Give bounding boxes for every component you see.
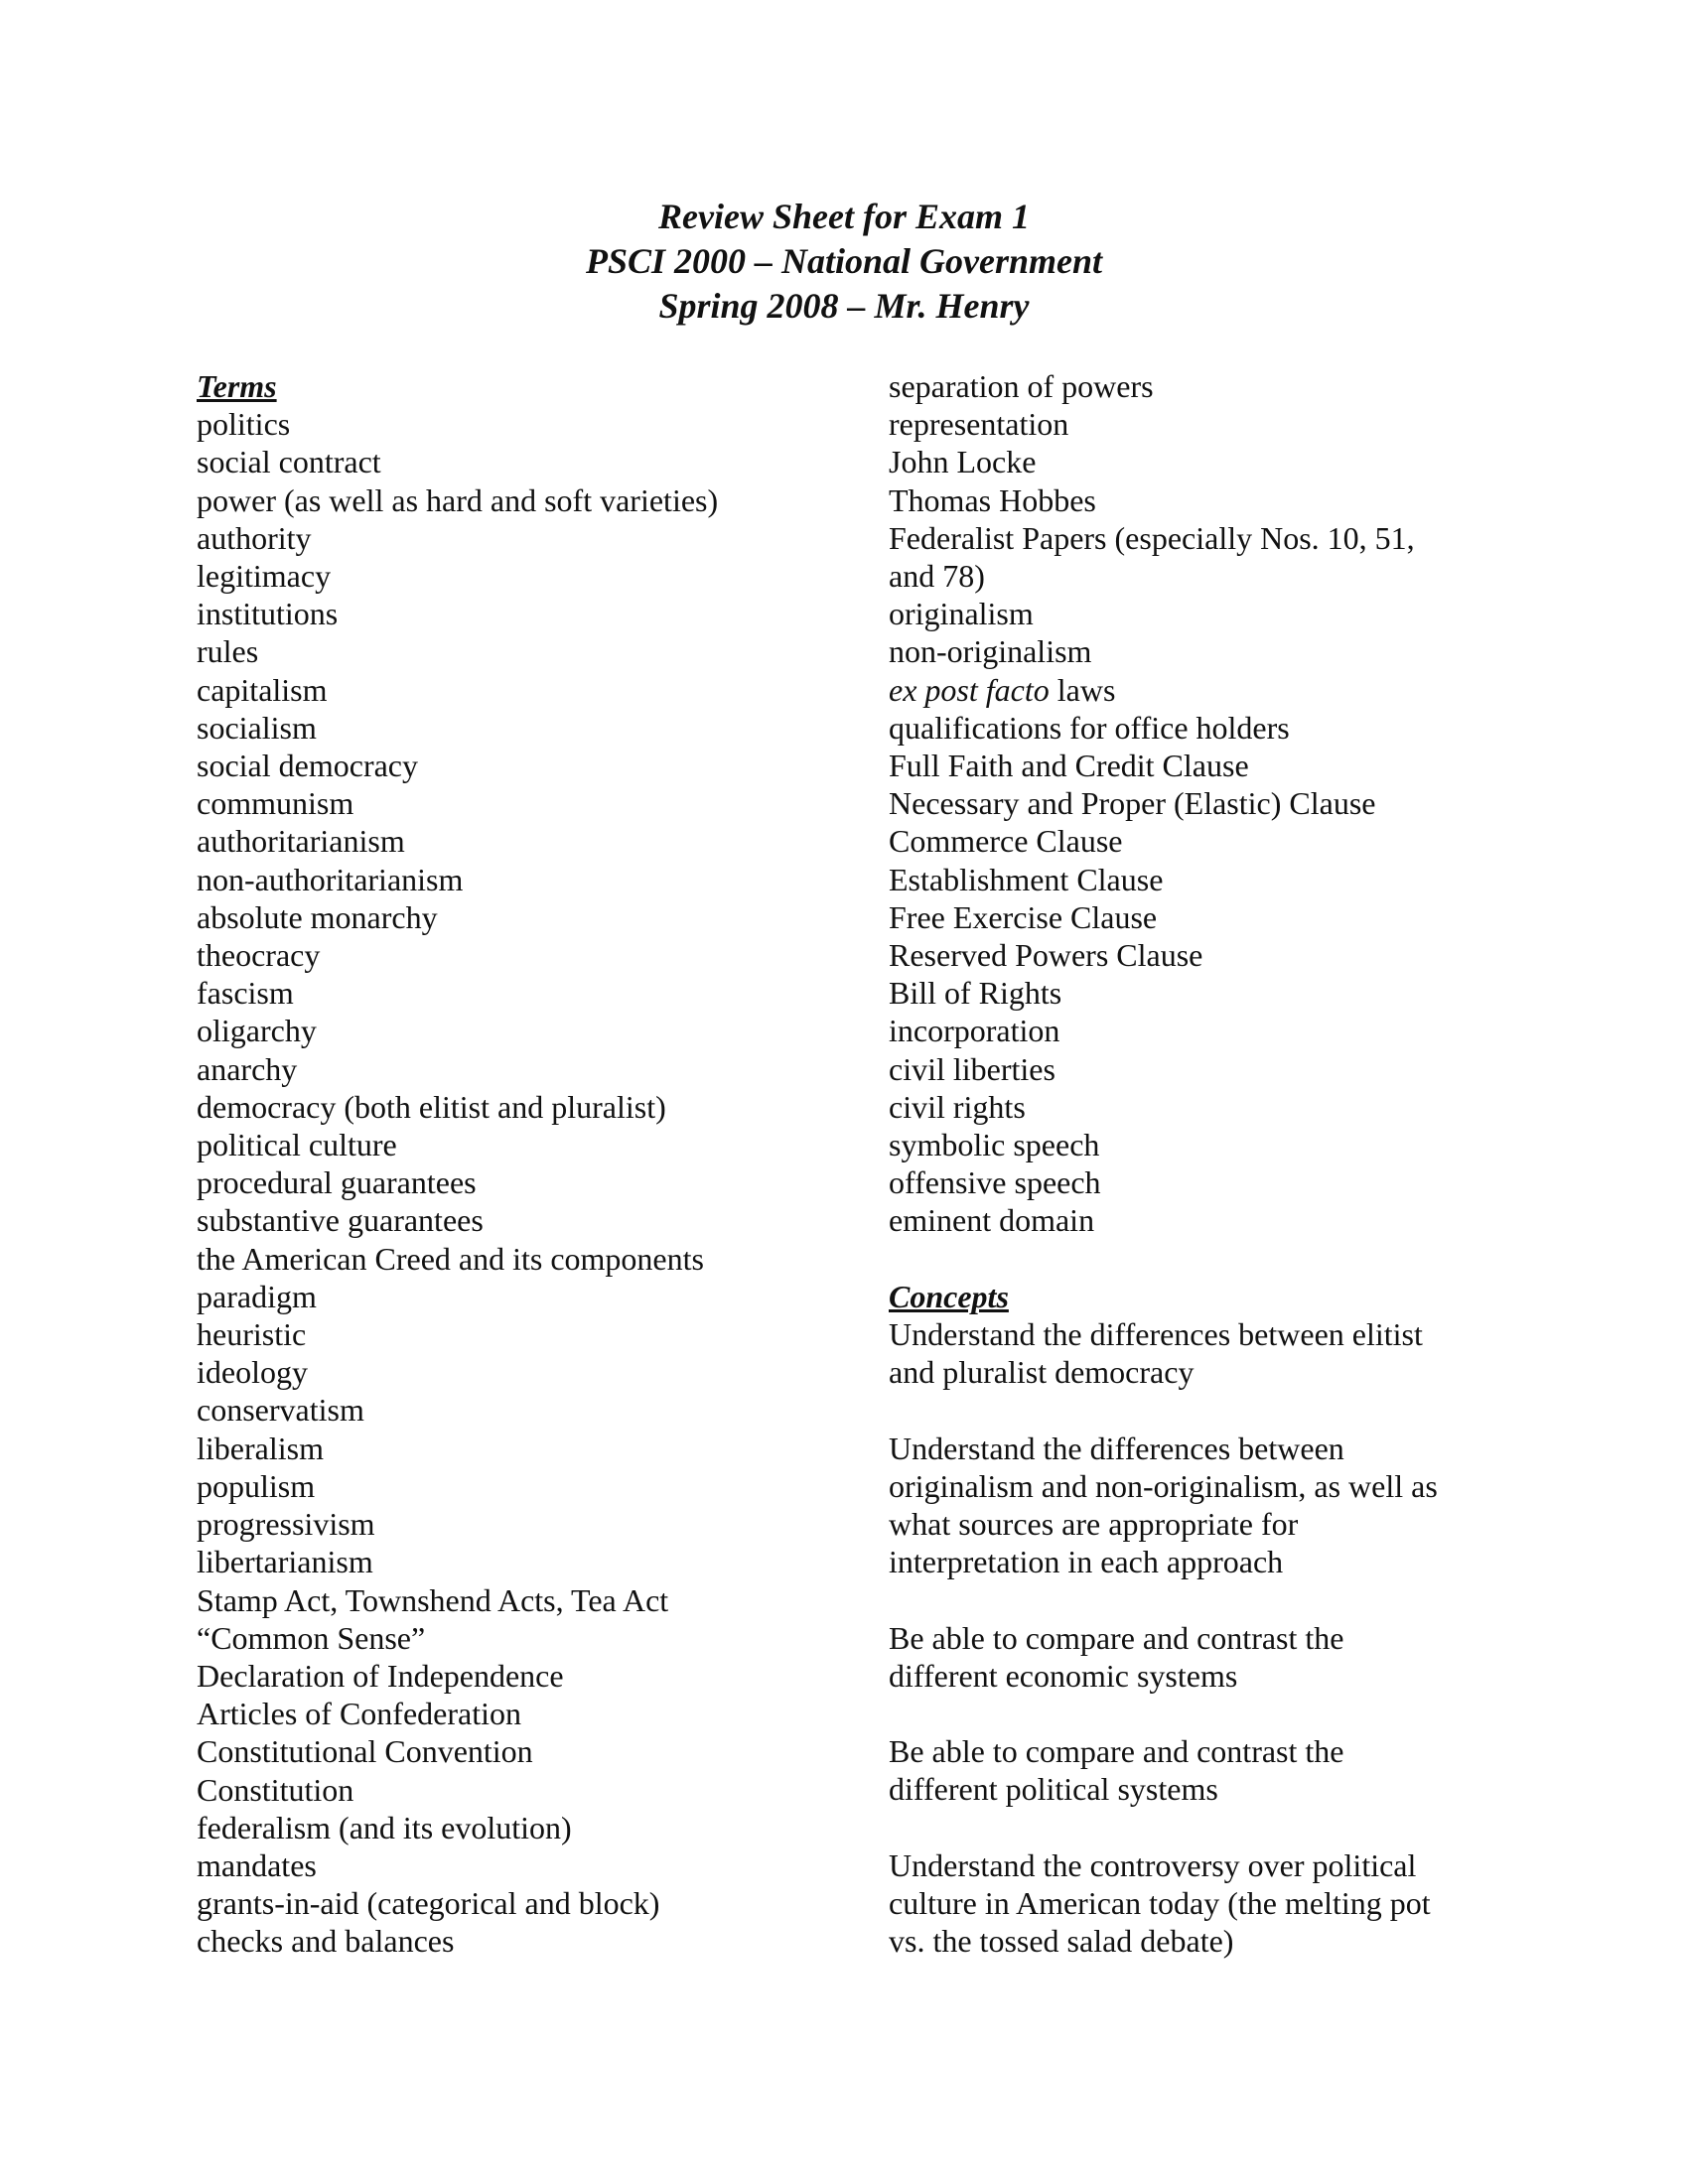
concept-line: Understand the differences between (889, 1430, 1344, 1466)
list-item: incorporation (889, 1013, 1060, 1049)
list-item: democracy (both elitist and pluralist) (197, 1088, 666, 1125)
concept-line: interpretation in each approach (889, 1544, 1284, 1580)
list-item: civil rights (889, 1088, 1026, 1125)
list-item: authority (197, 519, 312, 556)
header-term: Spring 2008 – Mr. Henry (658, 286, 1030, 326)
list-item: power (as well as hard and soft varieties) (197, 481, 719, 518)
list-item: offensive speech (889, 1164, 1101, 1201)
concept-line: Understand the controversy over political (889, 1846, 1417, 1883)
list-item: “Common Sense” (197, 1619, 426, 1656)
list-item: Thomas Hobbes (889, 481, 1096, 518)
list-item: and 78) (889, 558, 985, 595)
list-item: non-authoritarianism (197, 861, 464, 897)
list-item: Establishment Clause (889, 861, 1164, 897)
concept-line: and pluralist democracy (889, 1354, 1195, 1391)
list-item: Full Faith and Credit Clause (889, 748, 1249, 784)
list-item: Free Exercise Clause (889, 898, 1158, 935)
list-item: socialism (197, 709, 317, 746)
concept-line: what sources are appropriate for (889, 1506, 1299, 1543)
list-item: progressivism (197, 1506, 375, 1543)
list-item: rules (197, 633, 259, 670)
document-header (0, 195, 1688, 329)
list-item: institutions (197, 596, 339, 632)
terms-list-right-b (889, 709, 1504, 1240)
list-item: Constitutional Convention (197, 1733, 533, 1770)
list-item: libertarianism (197, 1544, 373, 1580)
list-item: conservatism (197, 1392, 364, 1429)
list-item: paradigm (197, 1278, 317, 1314)
concept-line: different economic systems (889, 1657, 1238, 1694)
concept-line: originalism and non-originalism, as well as (889, 1467, 1438, 1504)
terms-heading: Terms (197, 368, 277, 404)
terms-list-right-a (889, 367, 1504, 671)
list-item (889, 671, 1504, 709)
list-item: oligarchy (197, 1013, 317, 1049)
list-item: checks and balances (197, 1923, 455, 1960)
concept-line: Be able to compare and contrast the (889, 1619, 1344, 1656)
list-item: ideology (197, 1354, 308, 1391)
list-item: Stamp Act, Townshend Acts, Tea Act (197, 1581, 669, 1618)
list-item: procedural guarantees (197, 1164, 477, 1201)
list-item: representation (889, 406, 1069, 443)
list-item: Reserved Powers Clause (889, 937, 1203, 974)
list-item: fascism (197, 975, 294, 1012)
list-item: political culture (197, 1127, 397, 1163)
spacer (889, 1391, 1504, 1429)
list-item: authoritarianism (197, 823, 405, 860)
list-item: politics (197, 406, 291, 443)
left-column (197, 367, 832, 1961)
list-item: Constitution (197, 1771, 354, 1808)
concept-line: different political systems (889, 1771, 1218, 1808)
list-item: social democracy (197, 748, 418, 784)
concept-line: Be able to compare and contrast the (889, 1733, 1344, 1770)
list-item: anarchy (197, 1050, 298, 1087)
concept-line: culture in American today (the melting pot (889, 1885, 1431, 1922)
ex-post-facto-italic: ex post facto (889, 671, 1050, 708)
list-item: capitalism (197, 671, 328, 708)
list-item: liberalism (197, 1430, 324, 1466)
list-item: civil liberties (889, 1050, 1055, 1087)
list-item: communism (197, 785, 354, 822)
list-item: federalism (and its evolution) (197, 1809, 572, 1845)
terms-list-left (197, 405, 832, 1960)
list-item: legitimacy (197, 558, 332, 595)
concepts-heading: Concepts (889, 1278, 1009, 1314)
spacer (889, 1580, 1504, 1618)
list-item: separation of powers (889, 368, 1154, 404)
spacer (889, 1809, 1504, 1846)
list-item: Federalist Papers (especially Nos. 10, 51, (889, 519, 1415, 556)
list-item: substantive guarantees (197, 1202, 484, 1239)
spacer (889, 1240, 1504, 1278)
concept-line: vs. the tossed salad debate) (889, 1923, 1234, 1960)
list-item: Articles of Confederation (197, 1696, 521, 1732)
list-item: Bill of Rights (889, 975, 1062, 1012)
header-title: Review Sheet for Exam 1 (658, 197, 1030, 236)
header-course: PSCI 2000 – National Government (585, 241, 1103, 281)
list-item: qualifications for office holders (889, 709, 1290, 746)
list-item: eminent domain (889, 1202, 1095, 1239)
list-item: heuristic (197, 1316, 307, 1353)
spacer (889, 1695, 1504, 1732)
concept-line: Understand the differences between elitist (889, 1316, 1423, 1353)
list-item: symbolic speech (889, 1127, 1100, 1163)
list-item: originalism (889, 596, 1034, 632)
list-item: Necessary and Proper (Elastic) Clause (889, 785, 1376, 822)
list-item: non-originalism (889, 633, 1092, 670)
list-item: the American Creed and its components (197, 1240, 704, 1277)
list-item: Declaration of Independence (197, 1657, 564, 1694)
right-column (889, 367, 1504, 1960)
list-item: grants-in-aid (categorical and block) (197, 1885, 660, 1922)
list-item: social contract (197, 444, 381, 480)
list-item: mandates (197, 1846, 317, 1883)
list-item: Commerce Clause (889, 823, 1123, 860)
list-item: absolute monarchy (197, 898, 438, 935)
concepts-list (889, 1315, 1504, 1960)
ex-post-facto-rest: laws (1049, 671, 1116, 708)
list-item: theocracy (197, 937, 321, 974)
list-item: John Locke (889, 444, 1037, 480)
list-item: populism (197, 1467, 316, 1504)
